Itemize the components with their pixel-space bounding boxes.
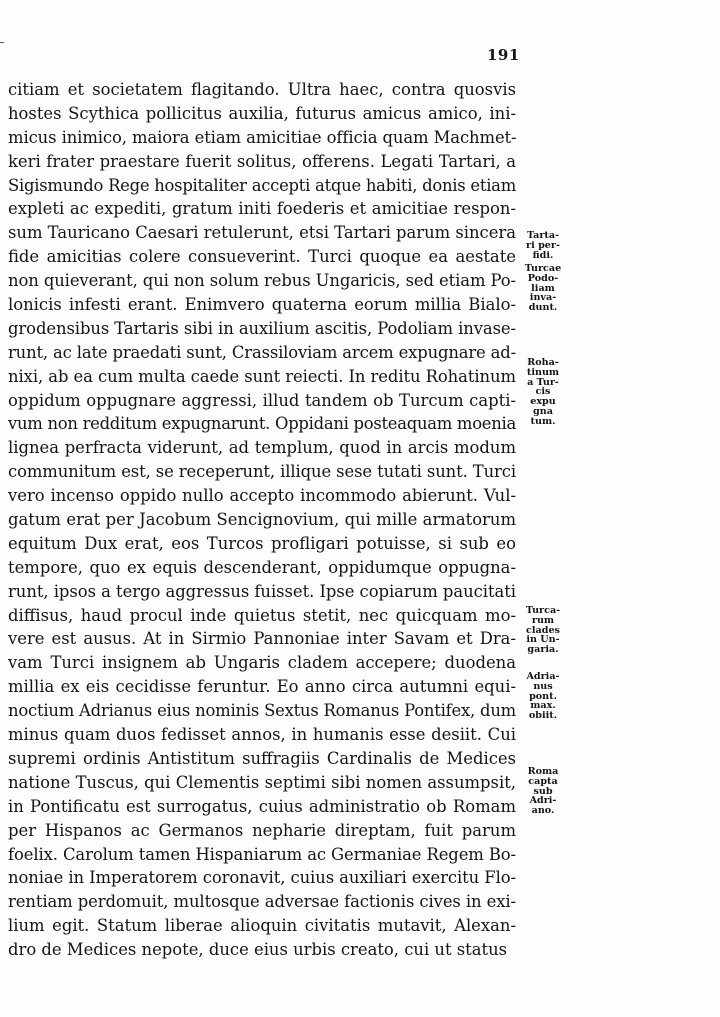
margin-note-turcarum-clades — [519, 606, 567, 655]
margin-note-line: cis — [535, 386, 551, 398]
margin-note-line: expu — [530, 396, 556, 408]
text-line: oppidum oppugnare aggressi, illud tandem ob Turcum capti- — [8, 390, 516, 410]
text-line: citiam et societatem flagitando. Ultra haec, contra quosvis — [8, 80, 516, 99]
text-line: lium egit. Statum liberae alioquin civitatis mutavit, Alexan- — [8, 916, 516, 936]
text-line: tempore, quo ex equis descenderant, oppidumque oppugna- — [8, 557, 516, 577]
text-line: keri frater praestare fuerit solitus, offerens. Legati Tartari, a — [8, 151, 516, 171]
body-text — [8, 78, 516, 962]
margin-note-line: garia. — [527, 644, 559, 656]
margin-note-line: tum. — [530, 415, 556, 427]
text-line: communitum est, se receperunt, illique sese tutati sunt. Turci — [8, 462, 516, 482]
margin-note-line: capta — [528, 775, 558, 787]
margin-note-line: ri per- — [526, 239, 560, 251]
margin-note-line: Roha- — [527, 357, 559, 368]
margin-note-line: Podo- — [527, 272, 559, 284]
margin-note-line: clades — [526, 624, 560, 636]
text-line: hostes Scythica pollicitus auxilia, futurus amicus amico, ini- — [8, 103, 516, 123]
margin-note-line: ano. — [531, 805, 555, 817]
margin-note-line: liam — [531, 282, 555, 294]
text-line: fide amicitias colere consueverint. Turci quoque ea aestate — [8, 247, 516, 267]
margin-note-line: max. — [530, 700, 556, 712]
text-line: vero incenso oppido nullo accepto incommodo abierunt. Vul- — [8, 486, 516, 506]
margin-note-line: nus — [533, 680, 553, 692]
margin-note-line: pont. — [529, 690, 557, 702]
margin-note-tartari-perfidi — [519, 231, 567, 260]
text-line: expleti ac expediti, gratum initi foederis et amicitiae respon- — [8, 199, 516, 219]
text-line: runt, ipsos a tergo aggressus fuisset. Ipse copiarum paucitati — [8, 581, 516, 601]
text-line: millia ex eis cecidisse feruntur. Eo anno circa autumni equi- — [8, 677, 516, 697]
margin-note-line: Tarta- — [526, 230, 560, 241]
text-line: non quieverant, qui non solum rebus Ungaricis, sed etiam Po- — [8, 271, 516, 291]
text-line: vam Turci insignem ab Ungaris cladem accepere; duodena — [8, 653, 516, 673]
margin-note-line: dunt. — [528, 302, 558, 314]
text-line: rentiam perdomuit, multosque adversae factionis cives in exi- — [8, 892, 516, 912]
text-line: vere est ausus. At in Sirmio Pannoniae inter Savam et Dra- — [8, 629, 516, 649]
text-line: micus inimico, maiora etiam amicitiae officia quam Machmet- — [8, 127, 516, 147]
text-line: lignea perfracta viderunt, ad templum, quod in arcis modum — [8, 438, 516, 458]
margin-note-line: Adri- — [529, 795, 557, 807]
text-line: noniae in Imperatorem coronavit, cuius auxiliari exercitu Flo- — [8, 868, 516, 888]
margin-note-adrianus-obiit — [519, 672, 567, 721]
margin-note-line: Roma — [527, 766, 559, 777]
margin-note-line: inva- — [529, 292, 557, 304]
margin-note-line: tinum — [526, 366, 560, 378]
text-line: minus quam duos fedisset annos, in humanis esse desiit. Cui — [8, 725, 516, 745]
text-line: nixi, ab ea cum multa caede sunt reiecti. In reditu Rohatinum — [8, 366, 516, 386]
margin-note-line: fidi. — [532, 249, 554, 261]
margin-note-line: gna — [533, 405, 553, 417]
page-number: 191 — [487, 46, 520, 64]
text-line: grodensibus Tartaris sibi in auxilium ascitis, Podoliam invase- — [8, 318, 516, 338]
margin-note-roma-capta — [519, 767, 567, 816]
text-line: sum Tauricano Caesari retulerunt, etsi Tartari parum sincera — [8, 223, 516, 243]
text-line: equitum Dux erat, eos Turcos profligari potuisse, si sub eo — [8, 533, 516, 553]
text-line: dro de Medices nepote, duce eius urbis creato, cui ut status — [8, 940, 508, 960]
text-line: in Pontificatu est surrogatus, cuius administratio ob Romam — [8, 796, 516, 816]
margin-note-line: Adria- — [526, 671, 560, 682]
text-line: per Hispanos ac Germanos nepharie direptam, fuit parum — [8, 820, 516, 840]
margin-note-line: Turcae — [524, 263, 562, 274]
text-line: supremi ordinis Antistitum suffragiis Cardinalis de Medices — [8, 748, 516, 768]
margin-note-turcae-podoliam — [519, 264, 567, 313]
text-line: lonicis infesti erant. Enimvero quaterna eorum millia Bialo- — [8, 295, 516, 315]
margin-note-line: obiit. — [528, 710, 558, 722]
text-line: diffisus, haud procul inde quietus stetit, nec quicquam mo- — [8, 605, 516, 625]
margin-note-line: sub — [533, 785, 553, 797]
margin-note-line: in Un- — [526, 634, 560, 646]
text-line: runt, ac late praedati sunt, Crassiloviam arcem expugnare ad- — [8, 342, 516, 362]
margin-note-line: Turca- — [525, 605, 561, 616]
text-line: vum non redditum expugnarunt. Oppidani posteaquam moenia — [8, 414, 516, 434]
scan-edge-mark — [0, 42, 4, 43]
text-line: gatum erat per Jacobum Sencignovium, qui mille armatorum — [8, 510, 516, 530]
margin-note-line: a Tur- — [527, 376, 559, 388]
margin-note-rohatinum — [519, 358, 567, 427]
text-line: foelix. Carolum tamen Hispaniarum ac Germaniae Regem Bo- — [8, 844, 516, 864]
margin-note-line: rum — [531, 614, 555, 626]
text-line: noctium Adrianus eius nominis Sextus Romanus Pontifex, dum — [8, 701, 516, 721]
text-line: natione Tuscus, qui Clementis septimi sibi nomen assumpsit, — [8, 772, 516, 792]
text-line: Sigismundo Rege hospitaliter accepti atque habiti, donis etiam — [8, 175, 516, 195]
